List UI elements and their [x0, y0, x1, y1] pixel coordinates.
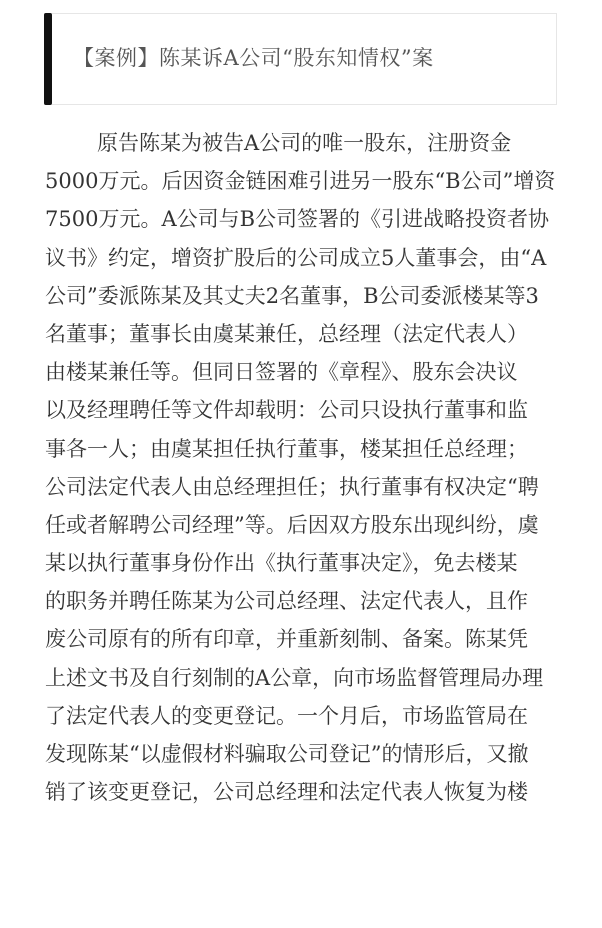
paragraph-line: 的职务并聘任陈某为公司总经理、法定代表人，且作 — [45, 589, 528, 614]
case-title: 【案例】陈某诉A公司“股东知情权”案 — [73, 46, 434, 70]
paragraph-line: 某以执行董事身份作出《执行董事决定》，免去楼某 — [45, 551, 518, 576]
paragraph-line: 了法定代表人的变更登记。一个月后，市场监管局在 — [45, 703, 528, 728]
paragraph-line: 销了该变更登记，公司总经理和法定代表人恢复为楼 — [45, 780, 528, 805]
article-body — [45, 124, 565, 811]
paragraph-line: 废公司原有的所有印章，并重新刻制、备案。陈某凭 — [45, 627, 528, 652]
paragraph-line: 上述文书及自行刻制的A公章，向市场监督管理局办理 — [45, 665, 544, 690]
paragraph-line: 名董事；董事长由虞某兼任，总经理（法定代表人） — [45, 321, 528, 346]
paragraph-line: 任或者解聘公司经理”等。后因双方股东出现纠纷，虞 — [45, 512, 539, 537]
paragraph-line: 公司法定代表人由总经理担任；执行董事有权决定“聘 — [45, 474, 539, 499]
paragraph-line: 以及经理聘任等文件却载明：公司只设执行董事和监 — [45, 398, 528, 423]
paragraph-line: 7500万元。A公司与B公司签署的《引进战略投资者协 — [45, 207, 550, 232]
paragraph-line: 议书》约定，增资扩股后的公司成立5人董事会，由“A — [45, 245, 547, 270]
paragraph-line: 发现陈某“以虚假材料骗取公司登记”的情形后，又撤 — [45, 742, 529, 766]
paragraph-line: 由楼某兼任等。但同日签署的《章程》、股东会决议 — [45, 360, 518, 385]
case-accent-bar — [44, 13, 52, 105]
paragraph-line: 事各一人；由虞某担任执行董事，楼某担任总经理； — [45, 436, 528, 461]
paragraph-line: 公司”委派陈某及其丈夫2名董事，B公司委派楼某等3 — [45, 283, 539, 308]
paragraph-line: 5000万元。后因资金链困难引进另一股东“B公司”增资 — [45, 169, 556, 194]
paragraph-line: 原告陈某为被告A公司的唯一股东，注册资金 — [97, 131, 512, 155]
